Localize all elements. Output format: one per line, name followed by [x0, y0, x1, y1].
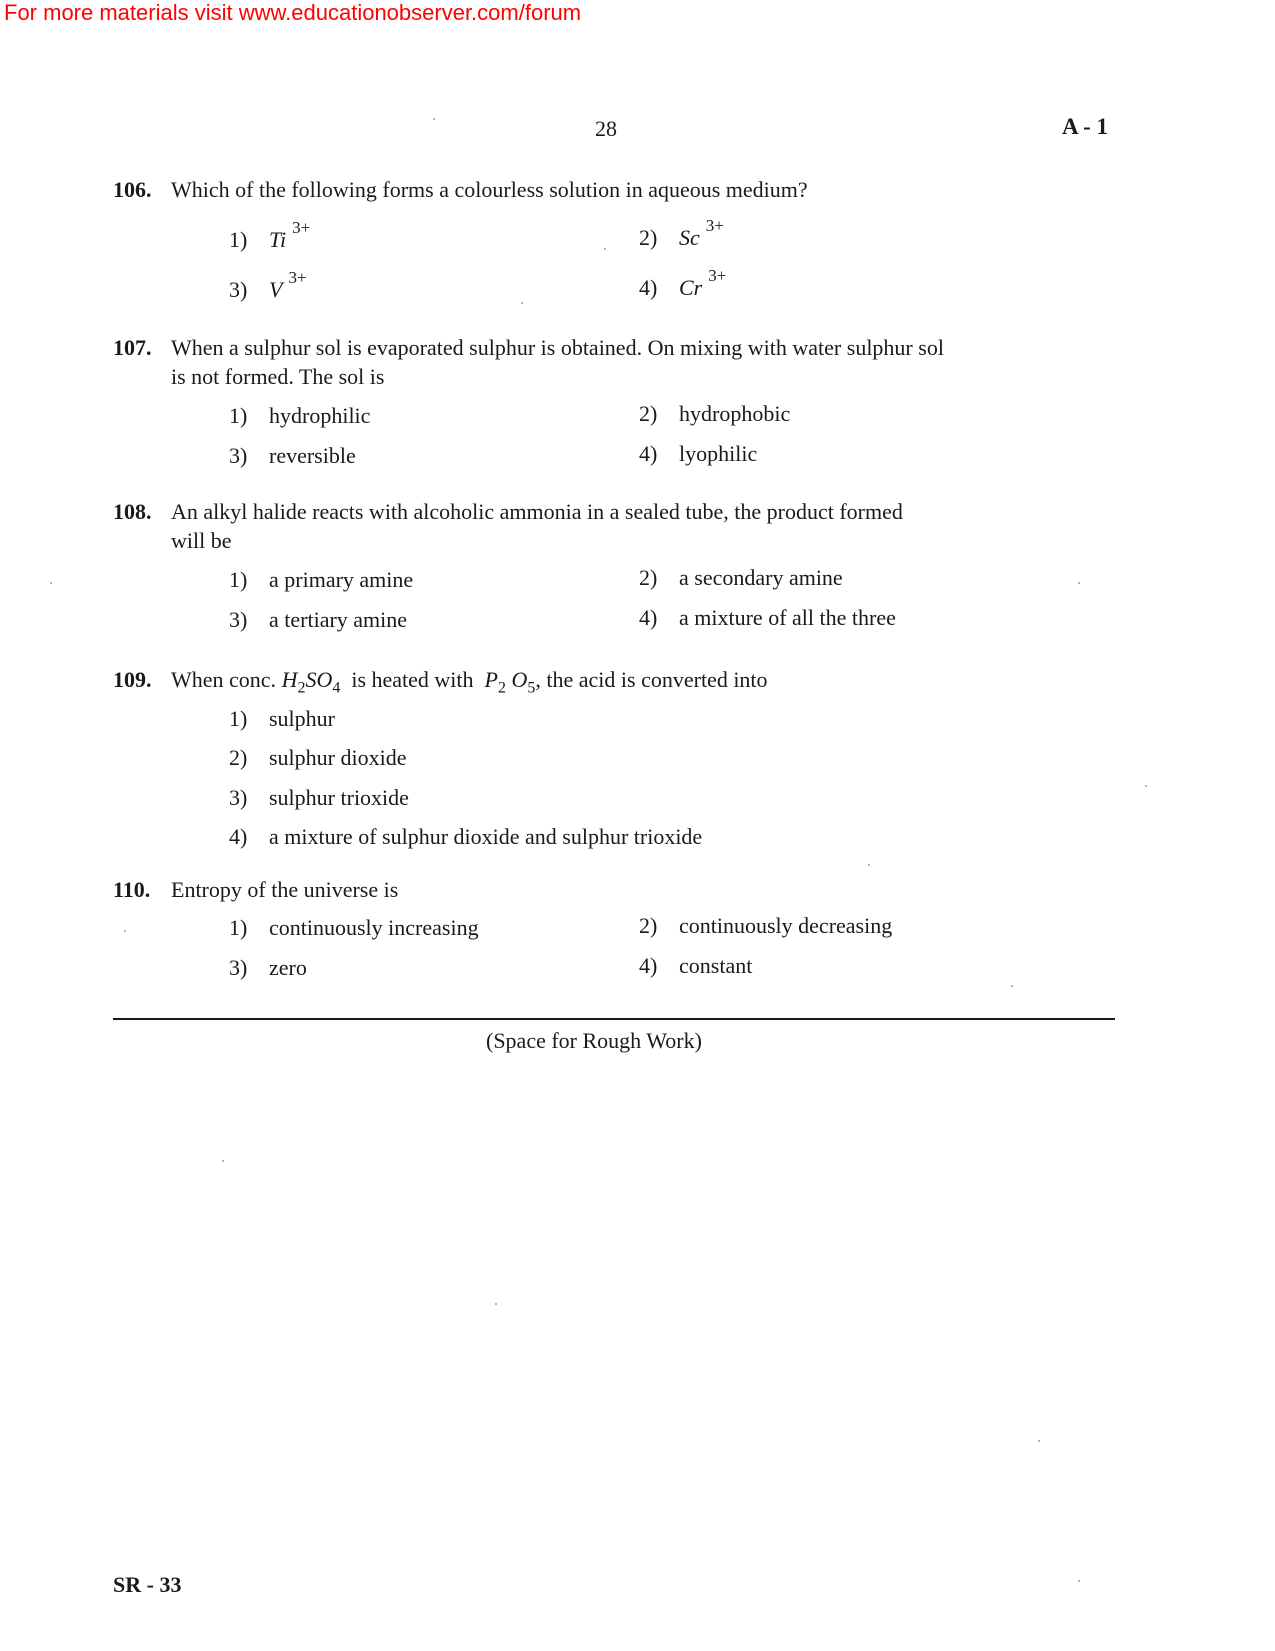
option-text: lyophilic — [679, 441, 758, 466]
option-number: 1) — [229, 567, 248, 592]
option — [229, 218, 311, 253]
option — [639, 565, 843, 591]
scan-speck — [1038, 1440, 1040, 1442]
option-text: sulphur trioxide — [269, 785, 409, 810]
option-number: 4) — [229, 824, 248, 849]
formula-phosphorus-pentoxide — [484, 667, 536, 697]
page-number: 28 — [595, 116, 617, 141]
option-text: a mixture of all the three — [679, 605, 896, 630]
question-text-part: is heated with — [351, 667, 474, 692]
ion-formula — [269, 268, 307, 303]
option — [229, 268, 307, 303]
paper-code: A - 1 — [1062, 114, 1108, 139]
option-text: constant — [679, 953, 753, 978]
option-text: sulphur dioxide — [269, 745, 407, 770]
formula-subscript: 4 — [332, 679, 341, 697]
question-text-part: When conc. — [171, 667, 277, 692]
scan-speck — [124, 930, 126, 932]
question-text — [171, 667, 768, 697]
rough-work-label: (Space for Rough Work) — [486, 1028, 702, 1053]
formula-subscript: 2 — [498, 679, 506, 697]
question-number: 108. — [113, 499, 152, 524]
option — [229, 824, 702, 850]
option — [229, 745, 407, 771]
ion-symbol: V — [269, 277, 283, 303]
option-number: 4) — [639, 605, 658, 630]
option — [229, 785, 409, 811]
scan-speck — [433, 118, 435, 120]
footer-code: SR - 33 — [113, 1572, 182, 1597]
formula-sulphuric-acid — [281, 667, 341, 697]
option-number: 4) — [639, 441, 658, 466]
ion-symbol: Ti — [269, 227, 287, 253]
option — [639, 953, 752, 979]
option-number: 2) — [639, 401, 658, 426]
option-number: 3) — [229, 785, 248, 810]
formula-part: O — [511, 667, 528, 692]
option-number: 1) — [229, 403, 248, 428]
option-number: 2) — [229, 745, 248, 770]
ion-charge: 3+ — [292, 218, 311, 237]
option-number: 3) — [229, 443, 248, 468]
option-text: sulphur — [269, 706, 335, 731]
divider-rule — [113, 1018, 1115, 1020]
scan-speck — [495, 1303, 497, 1305]
watermark-link[interactable]: For more materials visit www.educationobserver.com/forum — [4, 0, 582, 25]
question-text-line1: An alkyl halide reacts with alcoholic ammonia in a sealed tube, the product formed — [171, 499, 903, 524]
question-text: Entropy of the universe is — [171, 877, 399, 902]
question-number: 110. — [113, 877, 151, 902]
option — [229, 607, 407, 633]
option-text: a primary amine — [269, 567, 414, 592]
option-text: hydrophilic — [269, 403, 371, 428]
option — [639, 266, 727, 301]
option-number: 1) — [229, 227, 248, 253]
option-number: 3) — [229, 955, 248, 980]
option-text: a tertiary amine — [269, 607, 408, 632]
option-text: hydrophobic — [679, 401, 791, 426]
option-text: reversible — [269, 443, 356, 468]
option — [229, 443, 356, 469]
option-number: 2) — [639, 913, 658, 938]
scan-speck — [1145, 785, 1147, 787]
option-text: continuously decreasing — [679, 913, 893, 938]
option — [639, 605, 896, 631]
scan-speck — [521, 302, 523, 304]
option — [639, 216, 724, 251]
question-text-line1: When a sulphur sol is evaporated sulphur is obtained. On mixing with water sulphur sol — [171, 335, 944, 360]
option-number: 4) — [639, 275, 658, 301]
formula-part: P — [484, 667, 498, 692]
option — [229, 955, 307, 981]
ion-formula — [679, 266, 727, 301]
ion-symbol: Sc — [679, 225, 700, 251]
question-number: 107. — [113, 335, 152, 360]
question-text-line2: will be — [171, 528, 232, 553]
option-number: 4) — [639, 953, 658, 978]
ion-formula — [269, 218, 311, 253]
scan-speck — [1078, 1580, 1080, 1582]
option — [639, 913, 892, 939]
scan-speck — [50, 582, 52, 584]
ion-charge: 3+ — [288, 268, 307, 287]
ion-charge: 3+ — [708, 266, 727, 285]
option — [229, 915, 479, 941]
option-text: a secondary amine — [679, 565, 843, 590]
option — [639, 401, 790, 427]
question-text-part: , the acid is converted into — [535, 667, 768, 692]
option-number: 1) — [229, 706, 248, 731]
option — [229, 403, 370, 429]
option-number: 2) — [639, 565, 658, 590]
scan-speck — [222, 1160, 224, 1162]
ion-symbol: Cr — [679, 275, 703, 301]
question-number: 106. — [113, 177, 152, 202]
option — [229, 567, 413, 593]
scan-speck — [1011, 985, 1013, 987]
scan-speck — [868, 864, 870, 866]
formula-part: SO — [305, 667, 333, 692]
ion-formula — [679, 216, 724, 251]
option — [229, 706, 335, 732]
question-text-line2: is not formed. The sol is — [171, 364, 385, 389]
option-text: a mixture of sulphur dioxide and sulphur trioxide — [269, 824, 703, 849]
formula-subscript: 5 — [527, 679, 536, 697]
option-number: 1) — [229, 915, 248, 940]
question-number: 109. — [113, 667, 152, 692]
option-number: 2) — [639, 225, 658, 251]
question-text: Which of the following forms a colourless solution in aqueous medium? — [171, 177, 808, 202]
option-text: zero — [269, 955, 307, 980]
scan-speck — [604, 248, 606, 250]
formula-part: H — [281, 667, 298, 692]
option-number: 3) — [229, 607, 248, 632]
scan-speck — [1078, 582, 1080, 584]
ion-charge: 3+ — [705, 216, 724, 235]
option-text: continuously increasing — [269, 915, 479, 940]
option-number: 3) — [229, 277, 248, 303]
option — [639, 441, 757, 467]
formula-subscript: 2 — [297, 679, 306, 697]
